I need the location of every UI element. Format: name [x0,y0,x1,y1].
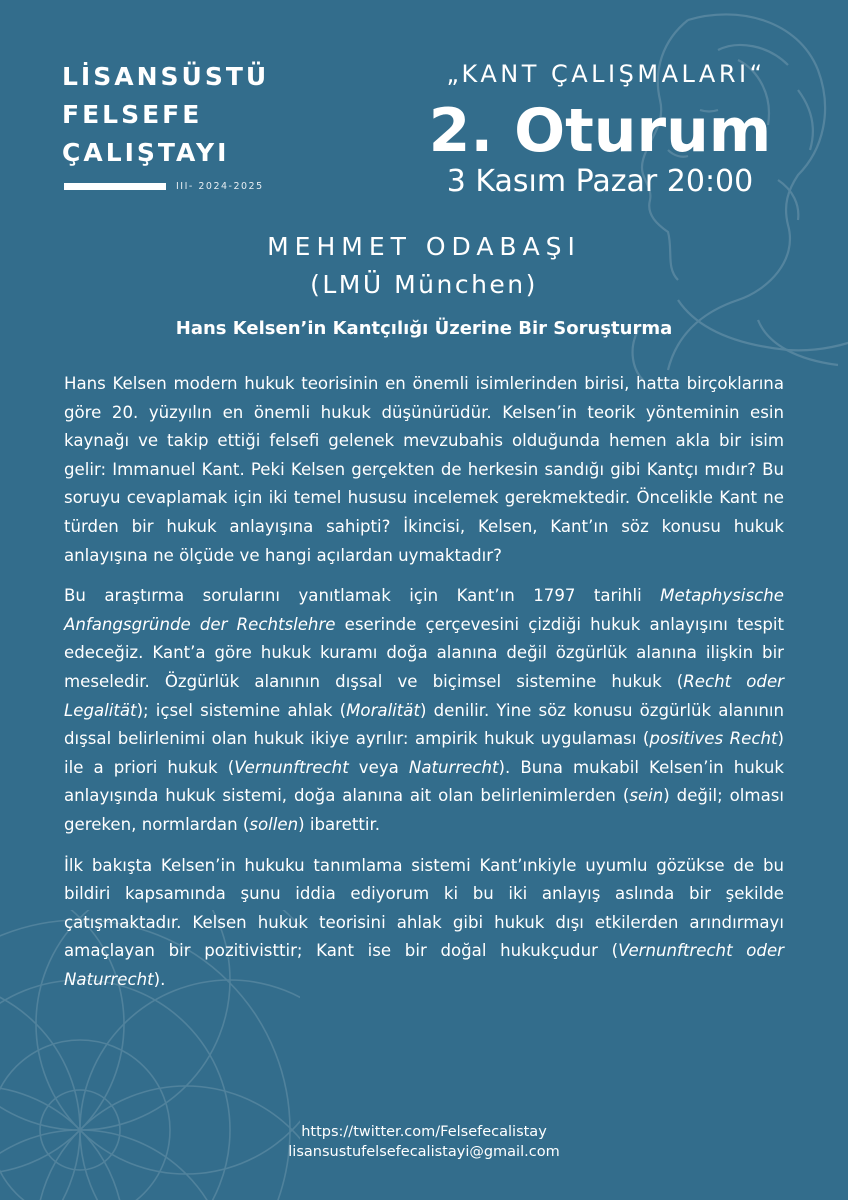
abstract-text: ) değil; olması gereken, normlardan ( [64,786,784,834]
abstract-text: veya [348,757,409,777]
abstract-text: ). [153,969,166,989]
abstract-text: İlk bakışta Kelsen’in hukuku tanımlama sistemi Kant’ınkiyle uyumlu gözükse de bu bildiri kapsamında şunu iddia ediyorum ki bu iki anlayış aslında bir şekilde çatışmaktadır. Kelsen hukuk teorisini ahlak gibi hukuk dışı etkilerden arındırmayı amaçlayan bir pozitivisttir; Kant ise bir doğal hukukçudur ( [64,855,784,961]
abstract-text: ) ibarettir. [298,814,381,834]
abstract-text: Bu araştırma sorularını yanıtlamak için Kant’ın 1797 tarihli [64,586,661,606]
abstract-italic: positives Recht [649,729,778,749]
abstract-italic: Recht oder Legalität [64,671,784,720]
abstract-paragraph-3 [64,852,784,995]
event-series-title: „KANT ÇALIŞMALARI“ [446,60,766,88]
contact-footer [0,1122,848,1162]
session-date: 3 Kasım Pazar 20:00 [446,164,754,199]
abstract-italic: Metaphysische Anfangsgründe der Rechtslehre [64,586,784,634]
abstract-paragraph-1: Hans Kelsen modern hukuk teorisinin en önemli isimlerinden birisi, hatta birçoklarına göre 20. yüzyılın en önemli hukuk düşünürüdür. Kelsen’in teorik yönteminin esin kaynağı ve takip ettiği felsefi gelenek mevzubahis olduğunda hemen akla bir isim gelir: Immanuel Kant. Peki Kelsen gerçekten de herkesin sandığı gibi Kantçı mıdır? Bu soruyu cevaplamak için iki temel hususu incelemek gerekmektedir. Öncelikle Kant ne türden bir hukuk anlayışına sahipti? İkincisi, Kelsen, Kant’ın söz konusu hukuk anlayışına ne ölçüde ve hangi açılardan uymaktadır? [64,374,784,565]
speaker-name: MEHMET ODABAŞI [267,232,581,261]
abstract-italic: Vernunftrecht oder Naturrecht [64,941,784,989]
abstract-italic: Naturrecht [408,757,499,777]
abstract-text: ) denilir. Yine söz konusu özgürlük alanının dışsal belirlenimi olan hukuk ikiye ayrılır: ampirik hukuk uygulaması ( [64,700,784,749]
abstract-text: ) ile a priori hukuk ( [64,729,784,777]
abstract-paragraph-2 [64,582,784,839]
edition-label: III- 2024-2025 [176,181,264,192]
abstract-italic: Vernunftrecht [234,757,349,777]
workshop-title-line-2: FELSEFE [62,100,203,129]
abstract-italic: Moralität [346,700,420,720]
abstract-italic: sollen [249,814,299,834]
title-underline [64,183,166,190]
abstract-text: eserinde çerçevesini çizdiği hukuk anlayışını tespit edeceğiz. Kant’a göre hukuk kuramı doğa alanına değil özgürlük alanına ilişkin bir meseledir. Özgürlük alanının dışsal ve biçimsel sistemine hukuk ( [64,614,784,691]
email-link[interactable]: lisansustufelsefecalistayi@gmail.com [288,1144,560,1160]
talk-title: Hans Kelsen’in Kantçılığı Üzerine Bir Soruşturma [175,318,673,339]
speaker-affiliation: (LMÜ München) [310,270,538,299]
workshop-title-line-1: LİSANSÜSTÜ [62,62,270,91]
abstract [64,370,784,1006]
abstract-italic: sein [629,786,664,806]
twitter-link[interactable]: https://twitter.com/Felsefecalistay [301,1124,547,1140]
session-title: 2. Oturum [428,96,772,166]
workshop-title [62,58,269,172]
workshop-title-line-3: ÇALIŞTAYI [62,138,230,167]
abstract-text: ). Buna mukabil Kelsen’in hukuk anlayışında hukuk sistemi, doğa alanına ait olan belirlenimlerden ( [64,757,785,806]
abstract-text: ); içsel sistemine ahlak ( [136,700,347,720]
